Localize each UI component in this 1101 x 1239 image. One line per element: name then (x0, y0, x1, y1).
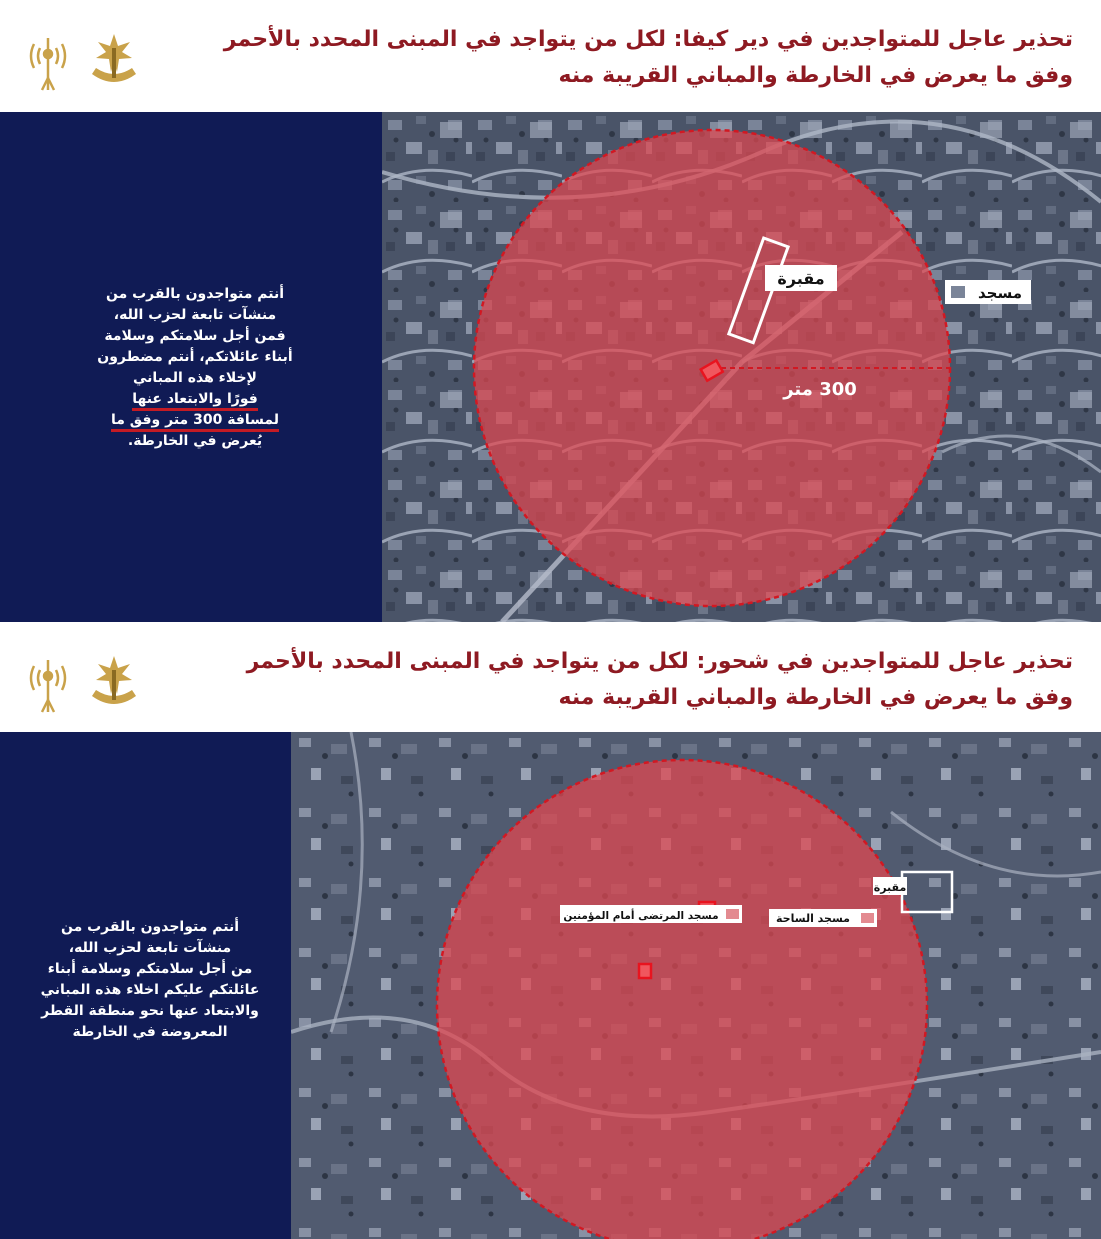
instruction-line-highlighted: فورًا والابتعاد عنها (132, 391, 258, 411)
mosque-marker-icon (951, 286, 965, 298)
mosque-label: مسجد المرتضى أمام المؤمنين (563, 910, 719, 922)
instruction-line: من أجل سلامتكم وسلامة أبناء (47, 961, 253, 977)
instruction-line: أنتم متواجدون بالقرب من (60, 919, 240, 935)
warning-panel-shhour (0, 622, 1101, 1239)
emblem-pair (22, 646, 162, 718)
instruction-line: منشآت تابعة لحزب الله، (68, 940, 232, 956)
instruction-line: أبناء عائلاتكم، أنتم مضطرون (97, 349, 293, 365)
instruction-line: عائلتكم عليكم اخلاء هذه المباني (40, 982, 260, 998)
satellite-map (291, 732, 1101, 1239)
satellite-map (382, 112, 1101, 622)
instruction-line: لإخلاء هذه المباني (133, 370, 257, 386)
signal-corps-emblem-icon (31, 660, 65, 712)
instruction-line: يُعرض في الخارطة. (127, 433, 263, 449)
idf-emblem-icon (92, 656, 136, 704)
idf-logos (22, 24, 162, 96)
mosque-label: مسجد الساحة (776, 912, 850, 925)
mosque-label: مسجد (977, 284, 1023, 302)
emblem-pair (22, 24, 162, 96)
distance-label: 300 متر (783, 379, 857, 400)
instruction-line: أنتم متواجدون بالقرب من (105, 286, 285, 302)
danger-zone (437, 760, 927, 1239)
instruction-line-highlighted: لمسافة 300 متر وفق ما (111, 412, 279, 432)
evacuation-instructions (70, 284, 320, 452)
mosque-marker-icon (861, 913, 874, 923)
evacuation-instructions (20, 917, 280, 1043)
mosque-marker-icon (726, 909, 739, 919)
warning-header (0, 622, 1101, 732)
instructions-panel (0, 112, 382, 622)
warning-header (0, 0, 1101, 112)
instruction-line: فمن أجل سلامتكم وسلامة (104, 328, 286, 344)
instruction-line: والابتعاد عنها نحو منطقة القطر (41, 1003, 259, 1019)
instructions-panel (0, 732, 291, 1239)
cemetery-label: مقبرة (777, 269, 825, 288)
cemetery-label: مقبرة (873, 881, 907, 894)
signal-corps-emblem-icon (31, 38, 65, 90)
instruction-line: المعروضة في الخارطة (72, 1024, 228, 1040)
warning-title: تحذير عاجل للمتواجدين في دير كيفا: لكل من يتواجد في المبنى المحدد بالأحمر وفق ما يعرض في الخارطة والمباني القريبة منه (223, 27, 1073, 88)
instruction-line: منشآت تابعة لحزب الله، (113, 307, 277, 323)
warning-title: تحذير عاجل للمتواجدين في شحور: لكل من يتواجد في المبنى المحدد بالأحمر وفق ما يعرض في الخارطة والمباني القريبة منه (246, 649, 1073, 710)
target-building-icon (639, 964, 651, 978)
idf-logos (22, 646, 162, 718)
idf-emblem-icon (92, 34, 136, 82)
